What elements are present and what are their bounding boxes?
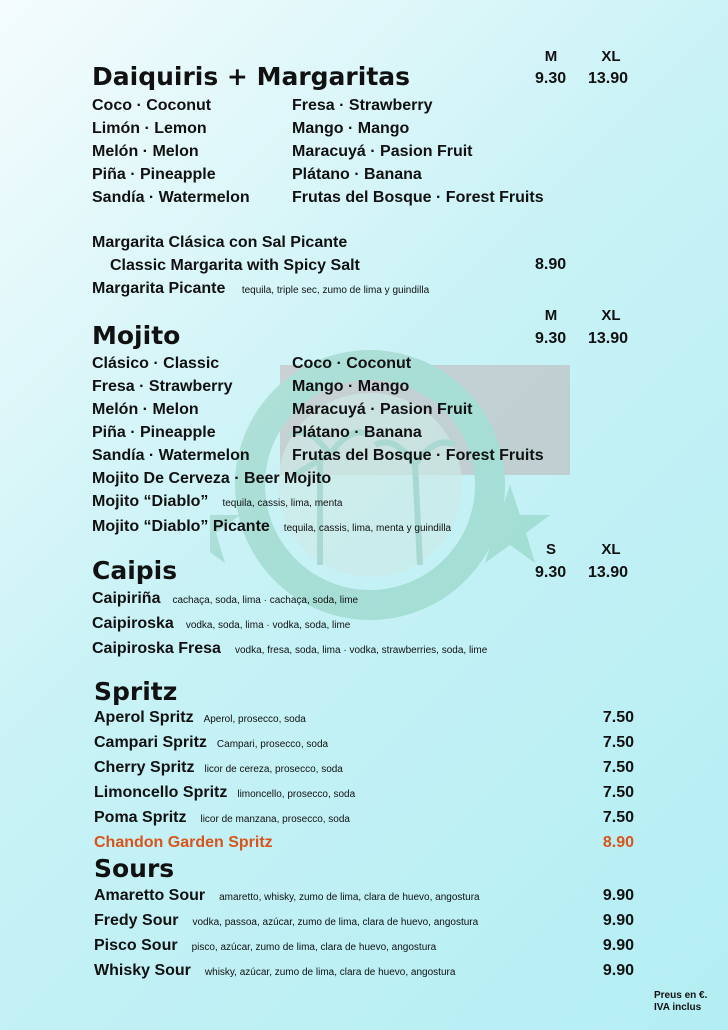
flavor-item: Melón · Melon: [92, 401, 199, 418]
mojito-flavors-right: [292, 352, 544, 467]
size-s-label: S: [545, 541, 556, 558]
flavor-item: Maracuyá · Pasion Fruit: [292, 143, 473, 160]
flavor-item: Melón · Melon: [92, 143, 199, 160]
flavor-item: Maracuyá · Pasion Fruit: [292, 401, 473, 418]
section-title-spritz: Spritz: [94, 677, 178, 706]
flavor-item: Sandía · Watermelon: [92, 189, 250, 206]
item-price: 9.90: [602, 962, 634, 979]
list-item: [94, 781, 634, 806]
item-name: Mojito “Diablo”: [92, 493, 209, 510]
item-name: Mojito “Diablo” Picante: [92, 518, 270, 535]
size-xl-label: XL: [601, 541, 621, 558]
item-description: limoncello, prosecco, soda: [237, 789, 356, 800]
item-description: Campari, prosecco, soda: [216, 739, 329, 750]
list-item: [94, 934, 634, 959]
margarita-clasica-price: 8.90: [535, 256, 567, 273]
flavor-item: Mango · Mango: [292, 378, 410, 395]
list-item: [92, 515, 451, 540]
list-item: [94, 731, 634, 756]
list-item: [92, 467, 451, 490]
flavor-item: Frutas del Bosque · Forest Fruits: [292, 447, 544, 464]
item-description: amaretto, whisky, zumo de lima, clara de huevo, angostura: [219, 892, 480, 903]
list-item: [94, 806, 634, 831]
section-title-sours: Sours: [94, 854, 175, 883]
item-price: 9.90: [602, 937, 634, 954]
price-m: 9.30: [535, 70, 567, 87]
list-item: [92, 490, 451, 515]
daiquiri-flavors-left: [92, 94, 250, 209]
flavor-item: Coco · Coconut: [92, 97, 212, 114]
item-name: Campari Spritz: [94, 734, 207, 751]
item-price: 8.90: [602, 834, 634, 851]
item-name: Caipiroska Fresa: [92, 640, 221, 657]
daiquiri-flavors-right: [292, 94, 544, 209]
item-price: 9.90: [602, 887, 634, 904]
flavor-item: Plátano · Banana: [292, 166, 422, 183]
size-m-label: M: [544, 48, 558, 65]
item-price: 7.50: [602, 809, 634, 826]
flavor-item: Piña · Pineapple: [92, 166, 216, 183]
flavor-item: Coco · Coconut: [292, 355, 412, 372]
item-price: 7.50: [602, 759, 634, 776]
item-name: Margarita Picante: [92, 280, 226, 297]
item-description: vodka, fresa, soda, lima · vodka, strawberries, soda, lime: [234, 645, 488, 656]
list-item: [92, 587, 487, 612]
list-item-highlighted: [94, 831, 634, 854]
item-description: Aperol, prosecco, soda: [203, 714, 306, 725]
item-name: Aperol Spritz: [94, 709, 194, 726]
item-name: Fredy Sour: [94, 912, 179, 929]
spritz-list: [94, 706, 634, 854]
item-description: vodka, passoa, azúcar, zumo de lima, clara de huevo, angostura: [192, 917, 479, 928]
price-s: 9.30: [535, 564, 567, 581]
size-m-label: M: [544, 307, 558, 324]
price-note-vat: IVA inclus: [654, 1002, 702, 1013]
section-title-daiquiris: Daiquiris + Margaritas: [92, 62, 411, 91]
caipis-list: [92, 587, 487, 662]
price-m: 9.30: [535, 330, 567, 347]
flavor-item: Limón · Lemon: [92, 120, 207, 137]
mojito-extras: [92, 467, 451, 540]
item-name: Mojito De Cerveza · Beer Mojito: [92, 470, 332, 487]
price-note-currency: Preus en €.: [654, 990, 708, 1001]
item-name: Poma Spritz: [94, 809, 187, 826]
item-price: 7.50: [602, 784, 634, 801]
item-name: Cherry Spritz: [94, 759, 195, 776]
item-description: licor de manzana, prosecco, soda: [200, 814, 350, 825]
list-item: [94, 756, 634, 781]
margarita-clasica-name: Margarita Clásica con Sal Picante: [92, 234, 348, 251]
list-item: [94, 706, 634, 731]
item-description: whisky, azúcar, zumo de lima, clara de huevo, angostura: [204, 967, 456, 978]
item-description: tequila, cassis, lima, menta: [222, 498, 343, 509]
margarita-picante: [92, 279, 429, 301]
price-xl: 13.90: [588, 330, 629, 347]
size-xl-label: XL: [601, 48, 621, 65]
flavor-item: Frutas del Bosque · Forest Fruits: [292, 189, 544, 206]
item-name: Amaretto Sour: [94, 887, 206, 904]
item-name: Limoncello Spritz: [94, 784, 228, 801]
size-xl-label: XL: [601, 307, 621, 324]
item-name: Chandon Garden Spritz: [94, 834, 273, 851]
list-item: [94, 884, 634, 909]
section-title-caipis: Caipis: [92, 556, 178, 585]
flavor-item: Sandía · Watermelon: [92, 447, 250, 464]
mojito-flavors-left: [92, 352, 250, 467]
item-name: Pisco Sour: [94, 937, 178, 954]
item-description: tequila, triple sec, zumo de lima y guindilla: [241, 285, 430, 296]
sours-list: [94, 884, 634, 984]
item-description: vodka, soda, lima · vodka, soda, lime: [185, 620, 351, 631]
item-name: Caipiroska: [92, 615, 174, 632]
flavor-item: Mango · Mango: [292, 120, 410, 137]
price-xl: 13.90: [588, 70, 629, 87]
item-description: cachaça, soda, lima · cachaça, soda, lime: [172, 595, 359, 606]
price-note: [654, 990, 707, 1014]
list-item: [92, 612, 487, 637]
margarita-clasica-english: Classic Margarita with Spicy Salt: [110, 257, 360, 274]
item-description: licor de cereza, prosecco, soda: [204, 764, 343, 775]
flavor-item: Fresa · Strawberry: [92, 378, 233, 395]
item-price: 7.50: [602, 734, 634, 751]
flavor-item: Plátano · Banana: [292, 424, 422, 441]
item-description: tequila, cassis, lima, menta y guindilla: [283, 523, 452, 534]
item-description: pisco, azúcar, zumo de lima, clara de huevo, angostura: [191, 942, 437, 953]
list-item: [92, 637, 487, 662]
price-xl: 13.90: [588, 564, 629, 581]
list-item: [94, 959, 634, 984]
item-price: 9.90: [602, 912, 634, 929]
item-name: Caipiriña: [92, 590, 161, 607]
flavor-item: Piña · Pineapple: [92, 424, 216, 441]
section-title-mojito: Mojito: [92, 321, 181, 350]
item-name: Whisky Sour: [94, 962, 191, 979]
flavor-item: Fresa · Strawberry: [292, 97, 433, 114]
list-item: [94, 909, 634, 934]
flavor-item: Clásico · Classic: [92, 355, 220, 372]
item-price: 7.50: [602, 709, 634, 726]
